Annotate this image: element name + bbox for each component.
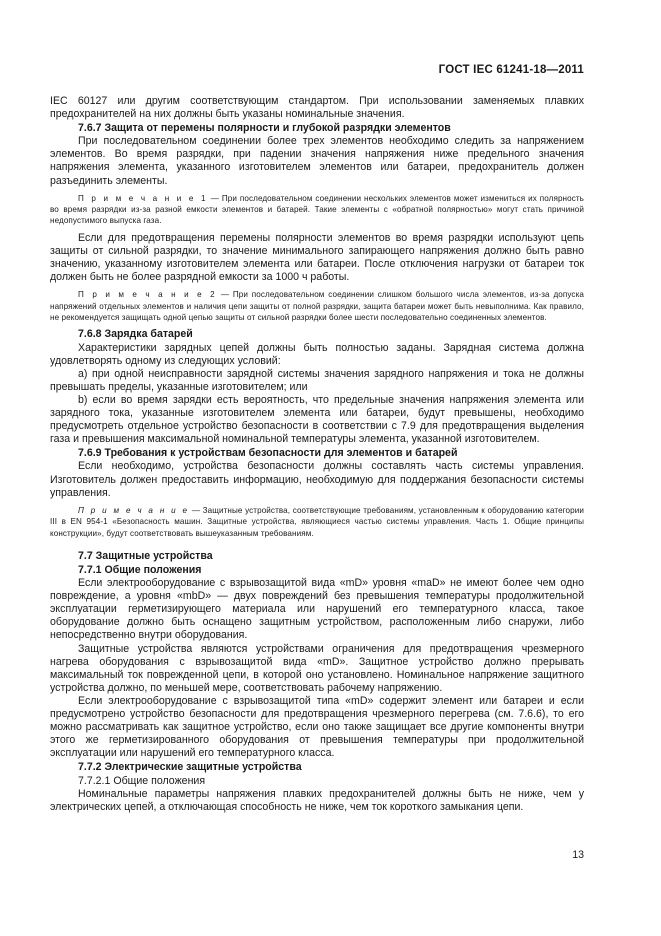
- note-2: [50, 289, 584, 323]
- note-text: — При последовательном соединении нескольких элементов может измениться их полярность во время разрядки из-за разной емкости элементов и батарей. Такие элементы с «обратной полярностью» могут стать причиной недопустимого выпуска газа.: [50, 193, 584, 226]
- heading-7-7-2-1: 7.7.2.1 Общие положения: [78, 774, 206, 787]
- note-1: [50, 193, 584, 227]
- heading-7-6-7: 7.6.7 Защита от перемены полярности и глубокой разрядки элементов: [78, 122, 451, 135]
- paragraph: Характеристики зарядных цепей должны быть полностью заданы. Зарядная система должна удовлетворять одному из следующих условий:: [50, 341, 584, 367]
- standard-header: ГОСТ IEC 61241-18—2011: [438, 64, 584, 76]
- paragraph: При последовательном соединении более трех элементов необходимо следить за напряжением элементов. Во время разрядки, при падении значения напряжения ниже предельного значения напряжения элемента, указанного изготовителем элементов или батареи, предохранитель должен разъединить элементы.: [50, 135, 584, 187]
- note-text: — Защитные устройства, соответствующие требованиям, установленным к оборудованию категории III в EN 954-1 «Безопасность машин. Защитные устройства, являющиеся частью системы управления. Часть 1. Общие принципы конструкции», будут соответствовать вышеуказанным требованиям.: [50, 505, 585, 538]
- paragraph: Если необходимо, устройства безопасности должны составлять часть системы управления. Изготовитель должен предоставить информацию, необходимую для поддержания безопасности системы управления.: [50, 460, 584, 499]
- paragraph: Номинальные параметры напряжения плавких предохранителей должны быть не ниже, чем у электрических цепей, а отключающая способность не ниже, чем ток короткого замыкания цепи.: [50, 787, 584, 813]
- paragraph: Если для предотвращения перемены полярности элементов во время разрядки используют цепь защиты от сильной разрядки, то значение минимального запирающего напряжения должно быть равно значению, указанному изготовителем элемента или батареи. После отключения нагрузки от батареи ток должен быть не более разрядной емкости за 1000 ч работы.: [50, 231, 584, 284]
- list-item-a: а) при одной неисправности зарядной системы значения зарядного напряжения и тока не должны превышать пределы, указанные изготовителем; или: [50, 367, 584, 393]
- note-text: — При последовательном соединении слишком большого числа элементов, из-за допуска напряжений отдельных элементов и наличия цепи защиты от полной разрядки, защита батареи может быть невыполнима. Как правило, не рекомендуется защищать одной цепью защиты от сильной разрядки более шести последовательно соединенных элементов.: [50, 290, 584, 323]
- note-label: П р и м е ч а н и е: [78, 505, 190, 515]
- heading-7-7-2: 7.7.2 Электрические защитные устройства: [78, 761, 302, 774]
- note-label: П р и м е ч а н и е 1: [78, 193, 208, 203]
- paragraph: Если электрооборудование с взрывозащитой вида «mD» уровня «maD» не имеют более чем одно повреждение, а уровня «mbD» — двух повреждений без превышения температуры продолжительной эксплуатации герметизирующего материала или нарушений его температурного класса, такое оборудование должно быть оснащено защитным устройством, расположенным либо снаружи, либо непосредственно внутри оборудования.: [50, 577, 584, 642]
- heading-7-6-8: 7.6.8 Зарядка батарей: [78, 328, 193, 341]
- paragraph: Защитные устройства являются устройствами ограничения для предотвращения чрезмерного нагрева оборудования с взрывозащитой вида «mD». Защитное устройство должно прерывать максимальный ток поврежденной цепи, в которой оно установлено. Номинальное напряжение защитного устройства должно, по меньшей мере, соответствовать рабочему напряжению.: [50, 642, 584, 694]
- note-3: [50, 505, 584, 539]
- note-label: П р и м е ч а н и е 2: [78, 290, 218, 300]
- paragraph: Если электрооборудование с взрывозащитой типа «mD» содержит элемент или батареи и если предусмотрено устройство безопасности для предотвращения чрезмерного перегрева (см. 7.6.6), то его можно рассматривать как защитное устройство, если оно также защищает все другие компоненты внутри этого же герметизированного оборудования от превышения температуры при продолжительной эксплуатации или нарушений его температурного класса.: [50, 694, 584, 760]
- heading-7-7-1: 7.7.1 Общие положения: [78, 564, 202, 576]
- paragraph-continuation: IEC 60127 или другим соответствующим стандартом. При использовании заменяемых плавких предохранителей на них должны быть указаны номинальные значения.: [50, 95, 584, 121]
- page-number: 13: [572, 849, 584, 861]
- document-body: [50, 95, 584, 814]
- heading-7-6-9: 7.6.9 Требования к устройствам безопасности для элементов и батарей: [78, 447, 458, 460]
- heading-7-7: 7.7 Защитные устройства: [78, 549, 213, 562]
- list-item-b: b) если во время зарядки есть вероятность, что предельные значения напряжения элемента или зарядного тока, указанные изготовителем элемента или батареи, будут превышены, необходимо предусмотреть отдельное устройство безопасности в соответствии с 7.9 для предотвращения выделения газа и превышения максимальной номинальной температуры элемента, указанной изготовителем.: [50, 393, 584, 446]
